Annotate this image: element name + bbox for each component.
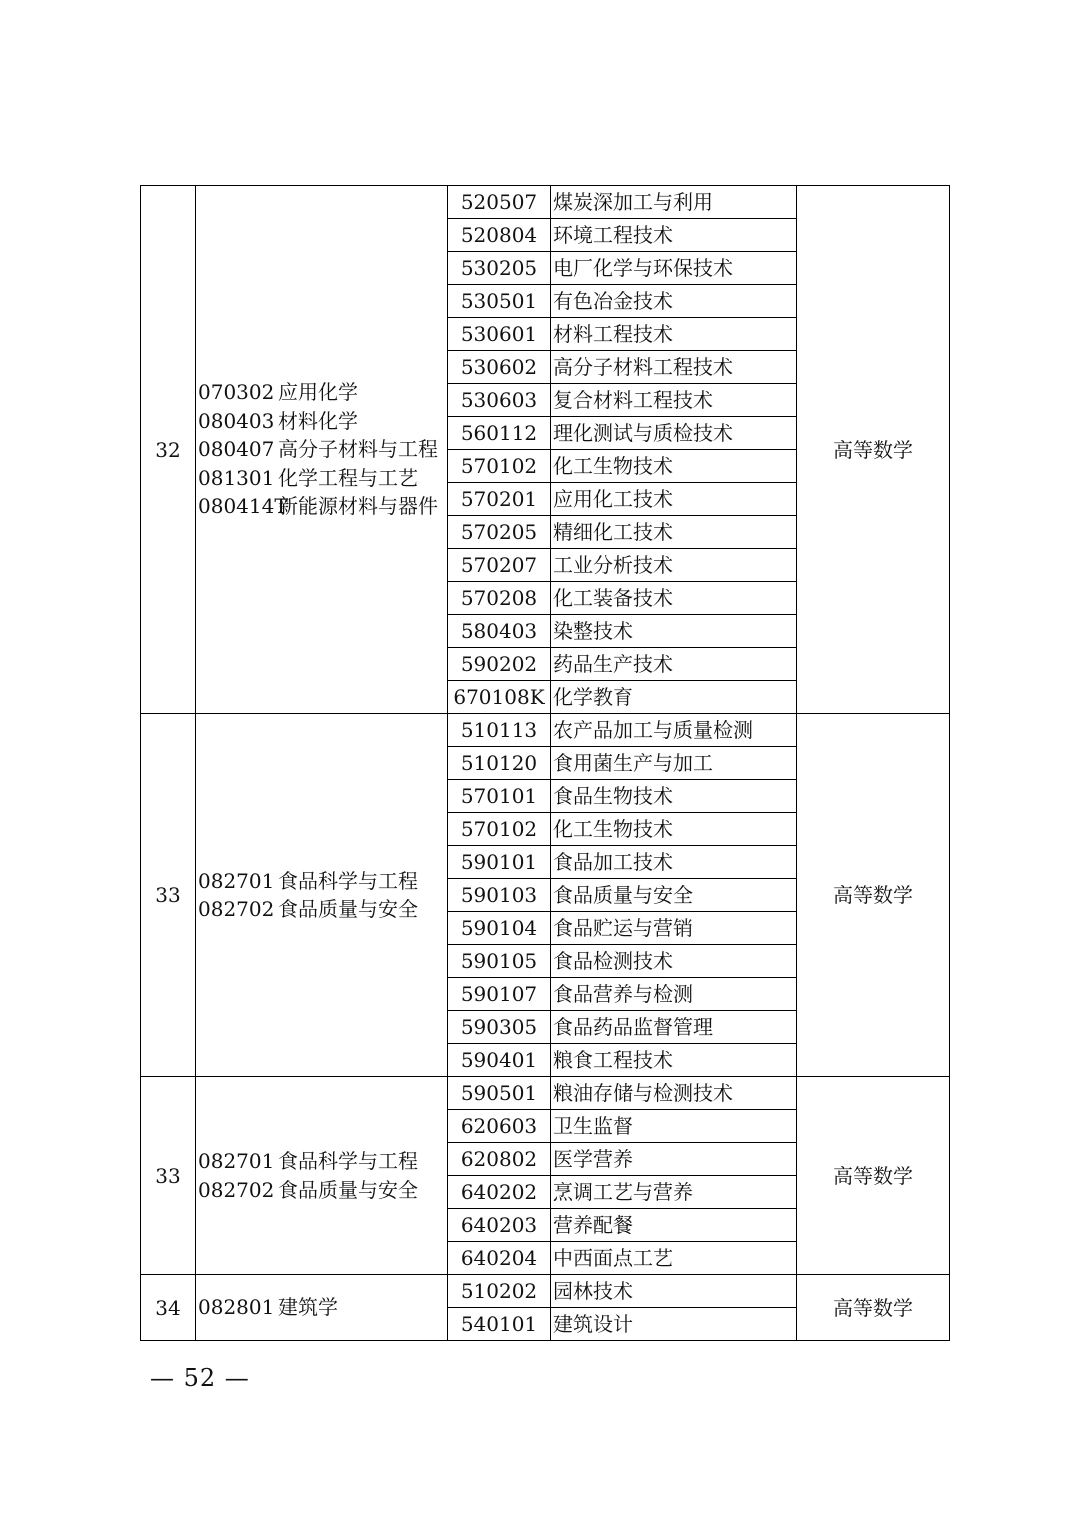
vocational-major-name: 粮油存储与检测技术 (551, 1077, 797, 1110)
vocational-major-name: 食品检测技术 (551, 945, 797, 978)
vocational-major-name: 卫生监督 (551, 1110, 797, 1143)
vocational-major-code: 510113 (448, 714, 551, 747)
vocational-major-code: 570102 (448, 813, 551, 846)
vocational-major-name: 环境工程技术 (551, 219, 797, 252)
group-number: 33 (141, 1077, 196, 1275)
vocational-major-code: 590107 (448, 978, 551, 1011)
vocational-major-code: 510120 (448, 747, 551, 780)
vocational-major-name: 化工装备技术 (551, 582, 797, 615)
undergrad-major-code: 081301 (198, 465, 275, 490)
undergrad-major (198, 407, 447, 436)
undergrad-major-name: 高分子材料与工程 (278, 437, 438, 462)
undergrad-major-name: 食品质量与安全 (278, 897, 418, 921)
vocational-major-code: 640204 (448, 1242, 551, 1275)
undergrad-major-name: 应用化学 (278, 380, 358, 405)
table-row (141, 1275, 950, 1308)
undergrad-major-code: 082701 (198, 1149, 275, 1173)
undergrad-major-code: 082701 (198, 868, 275, 893)
undergrad-major-name: 食品科学与工程 (278, 1149, 418, 1173)
group-number: 34 (141, 1275, 196, 1341)
vocational-major-code: 640202 (448, 1176, 551, 1209)
undergrad-major-name: 新能源材料与器件 (278, 494, 438, 519)
vocational-major-name: 复合材料工程技术 (551, 384, 797, 417)
group-number: 33 (141, 714, 196, 1077)
vocational-major-code: 570207 (448, 549, 551, 582)
undergrad-major (198, 895, 447, 924)
vocational-major-code: 640203 (448, 1209, 551, 1242)
undergrad-major-code: 080407 (198, 437, 275, 462)
vocational-major-code: 670108K (448, 681, 551, 714)
vocational-major-code: 590202 (448, 648, 551, 681)
undergrad-major-name: 建筑学 (278, 1295, 338, 1320)
vocational-major-name: 有色冶金技术 (551, 285, 797, 318)
vocational-major-name: 食品贮运与营销 (551, 912, 797, 945)
vocational-major-name: 精细化工技术 (551, 516, 797, 549)
table-row (141, 186, 950, 219)
vocational-major-code: 520804 (448, 219, 551, 252)
vocational-major-code: 570101 (448, 780, 551, 813)
undergrad-major-name: 化学工程与工艺 (278, 465, 418, 490)
undergrad-major-code: 082801 (198, 1295, 275, 1320)
vocational-major-code: 520507 (448, 186, 551, 219)
vocational-major-code: 590104 (448, 912, 551, 945)
vocational-major-name: 化工生物技术 (551, 813, 797, 846)
undergrad-major-name: 材料化学 (278, 408, 358, 433)
vocational-major-name: 电厂化学与环保技术 (551, 252, 797, 285)
vocational-major-name: 食品质量与安全 (551, 879, 797, 912)
vocational-major-code: 590501 (448, 1077, 551, 1110)
vocational-major-code: 570205 (448, 516, 551, 549)
vocational-major-code: 590105 (448, 945, 551, 978)
vocational-major-name: 应用化工技术 (551, 483, 797, 516)
vocational-major-code: 560112 (448, 417, 551, 450)
vocational-major-name: 园林技术 (551, 1275, 797, 1308)
page-number: — 52 — (150, 1364, 250, 1392)
vocational-major-name: 中西面点工艺 (551, 1242, 797, 1275)
vocational-major-name: 材料工程技术 (551, 318, 797, 351)
undergrad-major (198, 378, 447, 407)
exam-subject: 高等数学 (797, 714, 950, 1077)
vocational-major-code: 590103 (448, 879, 551, 912)
undergrad-majors-cell (196, 1275, 448, 1341)
vocational-major-code: 580403 (448, 615, 551, 648)
vocational-major-name: 建筑设计 (551, 1308, 797, 1341)
vocational-major-code: 530602 (448, 351, 551, 384)
undergrad-major-name: 食品质量与安全 (278, 1177, 418, 1202)
vocational-major-code: 530603 (448, 384, 551, 417)
undergrad-majors-cell (196, 714, 448, 1077)
vocational-major-name: 食品营养与检测 (551, 978, 797, 1011)
vocational-major-name: 煤炭深加工与利用 (551, 186, 797, 219)
vocational-major-name: 药品生产技术 (551, 648, 797, 681)
vocational-major-name: 工业分析技术 (551, 549, 797, 582)
vocational-major-name: 理化测试与质检技术 (551, 417, 797, 450)
vocational-major-name: 营养配餐 (551, 1209, 797, 1242)
undergrad-major-code: 082702 (198, 1177, 275, 1202)
undergrad-major (198, 435, 447, 464)
vocational-major-name: 粮食工程技术 (551, 1044, 797, 1077)
undergrad-majors-cell (196, 186, 448, 714)
table-row (141, 1077, 950, 1110)
vocational-major-name: 食品药品监督管理 (551, 1011, 797, 1044)
vocational-major-name: 食品生物技术 (551, 780, 797, 813)
vocational-major-name: 医学营养 (551, 1143, 797, 1176)
exam-subject: 高等数学 (797, 1077, 950, 1275)
undergrad-major (198, 1293, 447, 1322)
vocational-major-name: 烹调工艺与营养 (551, 1176, 797, 1209)
vocational-major-code: 590401 (448, 1044, 551, 1077)
vocational-major-code: 590101 (448, 846, 551, 879)
undergrad-major (198, 1176, 447, 1205)
vocational-major-name: 染整技术 (551, 615, 797, 648)
vocational-major-code: 570201 (448, 483, 551, 516)
vocational-major-code: 530205 (448, 252, 551, 285)
vocational-major-code: 570102 (448, 450, 551, 483)
group-number: 32 (141, 186, 196, 714)
vocational-major-name: 食品加工技术 (551, 846, 797, 879)
vocational-major-code: 570208 (448, 582, 551, 615)
table-row (141, 714, 950, 747)
undergrad-major-code: 080403 (198, 408, 275, 433)
undergrad-major-name: 食品科学与工程 (278, 868, 418, 893)
undergrad-major (198, 867, 447, 896)
vocational-major-name: 食用菌生产与加工 (551, 747, 797, 780)
exam-subject: 高等数学 (797, 186, 950, 714)
undergrad-major-code: 070302 (198, 380, 275, 405)
vocational-major-code: 620603 (448, 1110, 551, 1143)
vocational-major-code: 590305 (448, 1011, 551, 1044)
vocational-major-name: 化工生物技术 (551, 450, 797, 483)
undergrad-majors-cell (196, 1077, 448, 1275)
undergrad-major (198, 464, 447, 493)
major-mapping-table (140, 185, 950, 1341)
vocational-major-code: 620802 (448, 1143, 551, 1176)
undergrad-major (198, 1147, 447, 1176)
undergrad-major-code: 080414T (198, 494, 288, 519)
vocational-major-code: 530601 (448, 318, 551, 351)
undergrad-major-code: 082702 (198, 897, 275, 921)
undergrad-major (198, 492, 447, 521)
vocational-major-code: 530501 (448, 285, 551, 318)
vocational-major-code: 510202 (448, 1275, 551, 1308)
exam-subject: 高等数学 (797, 1275, 950, 1341)
vocational-major-code: 540101 (448, 1308, 551, 1341)
vocational-major-name: 农产品加工与质量检测 (551, 714, 797, 747)
vocational-major-name: 化学教育 (551, 681, 797, 714)
vocational-major-name: 高分子材料工程技术 (551, 351, 797, 384)
